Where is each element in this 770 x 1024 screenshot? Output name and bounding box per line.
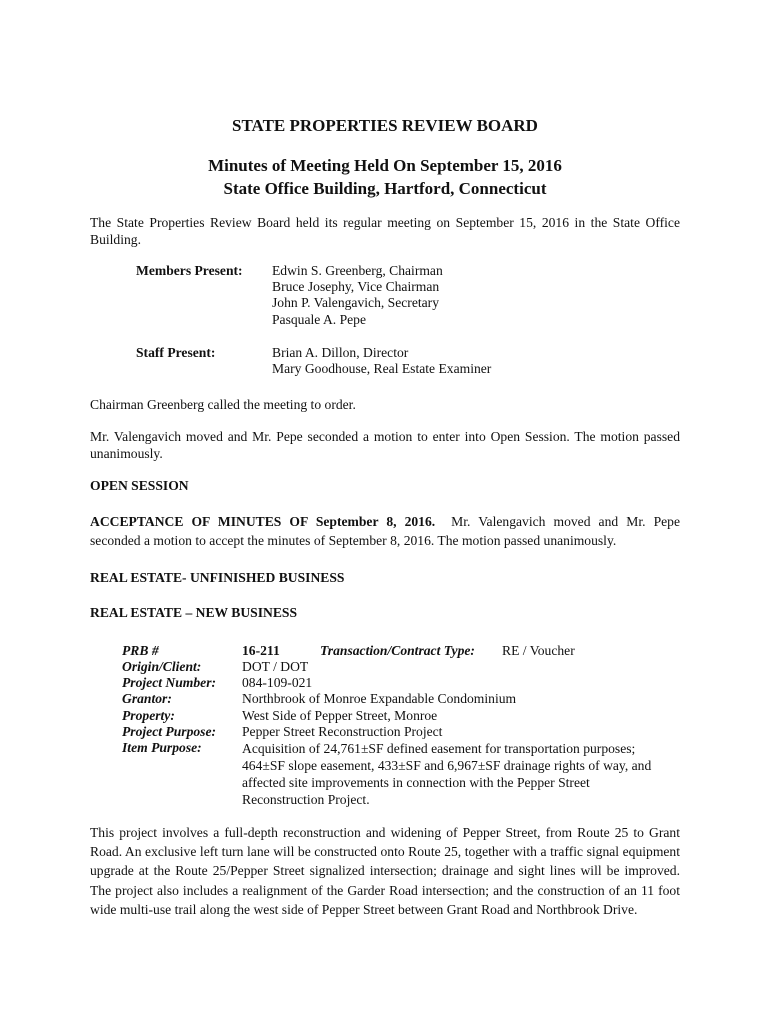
property-value: West Side of Pepper Street, Monroe [242, 708, 438, 723]
unfinished-business-heading: REAL ESTATE- UNFINISHED BUSINESS [90, 570, 345, 585]
member-name: Edwin S. Greenberg, Chairman [272, 263, 443, 278]
minutes-acceptance-paragraph [90, 512, 680, 550]
document-title: STATE PROPERTIES REVIEW BOARD [232, 116, 538, 135]
prb-number-value: 16-211 [242, 643, 280, 658]
grantor-label: Grantor: [122, 691, 172, 706]
intro-paragraph: The State Properties Review Board held its regular meeting on September 15, 2016 in the State Office Building. [90, 215, 680, 247]
project-number-value: 084-109-021 [242, 675, 313, 690]
staff-name: Mary Goodhouse, Real Estate Examiner [272, 361, 492, 376]
new-business-heading: REAL ESTATE – NEW BUSINESS [90, 605, 298, 620]
transaction-type-label: Transaction/Contract Type: [320, 643, 475, 658]
project-description-paragraph: This project involves a full-depth reconstruction and widening of Pepper Street, from Route 25 to Grant Road. An exclusive left turn lane will be constructed onto Route 25, together with a traffic signal equipment upgrade at the Route 25/Pepper Street signalized intersection; drainage and sight lines will be improved. The project also includes a realignment of the Garder Road intersection; and the construction of an 11 foot wide multi-use trail along the west side of Pepper Street between Grant Road and Northbrook Drive. [90, 825, 680, 917]
open-session-heading: OPEN SESSION [90, 478, 189, 493]
minutes-acceptance-text: Mr. Valengavich moved and Mr. Pepe seconded a motion to accept the minutes of September 8, 2016. The motion passed unanimously. [90, 514, 680, 548]
item-purpose-value: Acquisition of 24,761±SF defined easement for transportation purposes; 464±SF slope easement, 433±SF and 6,967±SF drainage rights of way, and affected site improvements in connection with the Pepper Street Reconstruction Project. [242, 741, 652, 807]
project-purpose-value: Pepper Street Reconstruction Project [242, 724, 443, 739]
member-name: John P. Valengavich, Secretary [272, 295, 439, 310]
call-to-order-text: Chairman Greenberg called the meeting to order. [90, 397, 356, 412]
item-purpose-label: Item Purpose: [122, 740, 202, 755]
project-purpose-label: Project Purpose: [122, 724, 217, 739]
transaction-type-value: RE / Voucher [502, 643, 575, 658]
staff-present-label: Staff Present: [136, 345, 216, 360]
location-subtitle: State Office Building, Hartford, Connecticut [223, 179, 547, 198]
members-present-label: Members Present: [136, 263, 243, 278]
project-number-label: Project Number: [122, 675, 217, 690]
meeting-subtitle: Minutes of Meeting Held On September 15, 2016 [208, 156, 562, 175]
property-label: Property: [122, 708, 175, 723]
member-name: Bruce Josephy, Vice Chairman [272, 279, 440, 294]
open-session-motion: Mr. Valengavich moved and Mr. Pepe seconded a motion to enter into Open Session. The motion passed unanimously. [90, 429, 680, 461]
origin-client-label: Origin/Client: [122, 659, 202, 674]
grantor-value: Northbrook of Monroe Expandable Condominium [242, 691, 517, 706]
minutes-acceptance-heading: ACCEPTANCE OF MINUTES OF September 8, 2016. [90, 514, 436, 529]
member-name: Pasquale A. Pepe [272, 312, 367, 327]
origin-client-value: DOT / DOT [242, 659, 309, 674]
staff-name: Brian A. Dillon, Director [272, 345, 409, 360]
prb-number-label: PRB # [122, 643, 159, 658]
